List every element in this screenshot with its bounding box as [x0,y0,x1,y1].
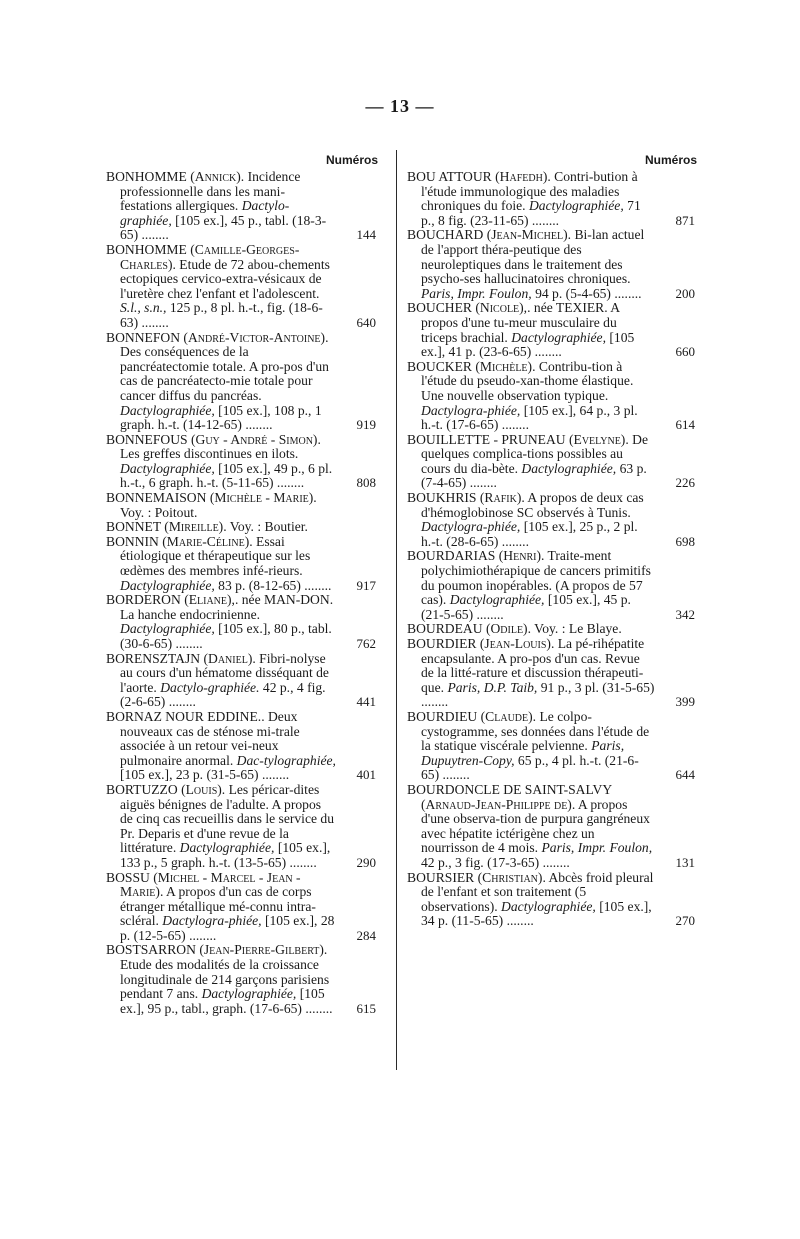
entry-number: 342 [675,606,695,622]
page-number: — 13 — [365,96,435,116]
entry-number: 226 [675,475,695,491]
publisher: Paris, Impr. Foulon, [541,840,653,856]
thesis-title: née TEXIER. A propos d'une tu-meur musculaire du triceps brachial. [421,300,620,345]
collation: [105 ex.], 41 p. (23-6-65) [421,329,635,360]
author-given-names: (Louis) [181,781,222,797]
dot-leader: ........ [539,854,570,870]
entry-number: 644 [675,767,695,783]
author-given-names: (Eliane), [184,592,235,608]
author-given-names: (Arnaud-Jean-Philippe de) [421,796,572,812]
thesis-title: A propos de deux cas d'hémoglobinose SC observés à Tunis. [421,490,644,520]
entry-number: 200 [675,285,695,301]
bibliography-entry: BORTUZZO (Louis). Les péricar-dites aiguës bénignes de l'adulte. A propos de cinq cas recueillis dans le service du Pr. Deparis et d'une revue de la littérature. Dactylographiée, [105 ex.], 133 p., 5 graph. h.-t. (13-5-65) ........ 290 [106,781,376,870]
publisher: Dactylographiée, [449,592,545,608]
thesis-title: De quelques complica-tions possibles au cours du dia-bète. [421,431,648,476]
dot-leader: ........ [300,577,332,593]
author-surname: BORTUZZO [106,781,178,797]
thesis-title: Bi-lan actuel de l'apport théra-peutique des neuroleptiques dans le traitement des psycho-ses hallucinatoires chroniques. [421,227,645,287]
dot-leader: ........ [273,475,305,491]
dot-leader: ........ [498,417,529,433]
collation: 94 p. (5-4-65) [535,285,611,301]
bibliography-entry: BONNEFOUS (Guy - André - Simon). Les greffes discontinues en ilots. Dactylographiée, [105 ex.], 49 p., 6 pl. h.-t., 6 graph. h.-t. (5-11-65) ........ 808 [106,431,376,491]
column-divider [396,150,397,1070]
thesis-title: Deux nouveaux cas de sténose mi-trale associée à un retour vei-neux pulmonaire anormal. [120,708,300,768]
publisher: Dactylogra-phiée, [421,519,521,535]
entry-number: 441 [356,694,376,710]
thesis-title: Des conséquences de la pancréatectomie totale. A pro-pos d'un cas de pancréatecto-mie totale pour cancer diffus du pancréas. [120,344,329,403]
dot-leader: ........ [466,475,497,491]
author-given-names: (Claude) [480,708,533,724]
publisher: Dactylographiée, [120,460,215,476]
author-given-names: (Jean-Michel) [486,227,568,243]
thesis-title: née MAN-DON. La hanche endocrinienne. [120,592,334,622]
publisher: Dactylogra-phiée, [162,913,262,929]
dot-leader: ........ [258,767,290,783]
author-surname: BOURDIEU [407,708,478,724]
entry-number: 131 [675,854,695,870]
entry-number: 808 [356,475,376,491]
entry-number: 284 [356,927,376,943]
bibliography-entry: BOURDIEU (Claude). Le colpo-cystogramme, ses données dans l'étude de la statique viscérale pelvienne. Paris, Dupuytren-Copy, 65 p., 4 pl. h.-t. (21-6-65) ........ 644 [407,708,695,783]
entry-number: 290 [356,854,376,870]
dot-leader: ........ [165,694,196,710]
collation: 42 p., 3 fig. (17-3-65) [421,854,540,870]
bibliography-entry: BOURSIER (Christian). Abcès froid pleural de l'enfant et son traitement (5 observations). Dactylographiée, [105 ex.], 34 p. (11-5-65) ........ 270 [407,869,695,929]
bibliography-entry: BONNIN (Marie-Céline). Essai étiologique et thérapeutique sur les œdèmes des membres infé-rieurs. Dactylographiée, 83 p. (8-12-65) ........ 917 [106,533,376,593]
collation: 91 p., 3 pl. (31-5-65) [540,679,655,695]
author-surname: BOURDONCLE DE SAINT-SALVY [407,781,612,797]
author-given-names: (Marie-Céline) [162,533,250,549]
author-given-names: (Camille-Georges-Charles) [120,241,300,272]
collation: [105 ex.], 23 p. (31-5-65) [120,767,259,783]
bibliography-entry: BONHOMME (Annick). Incidence professionnelle dans les mani-festations allergiques. Dactylo-graphiée, [105 ex.], 45 p., tabl. (18-3-65) ........ 144 [106,169,376,243]
author-surname: BORDERON [106,592,181,608]
author-surname: BOUCHER [407,300,472,316]
author-surname: BOURDARIAS [407,548,496,564]
entry-number: 270 [675,913,695,929]
collation: [105 ex.], 64 p., 3 pl. h.-t. (17-6-65) [421,402,638,433]
publisher: Dactylographiée, [501,898,596,914]
bibliography-entry: BOURDEAU (Odile). Voy. : Le Blaye. [407,621,622,637]
bibliography-entry: BONNEMAISON (Michèle - Marie). Voy. : Poitout. [106,490,317,520]
author-surname: BOUILLETTE - PRUNEAU [407,431,566,447]
thesis-title: Voy. : Poitout. [120,504,198,520]
collation: 125 p., 8 pl. h.-t., fig. (18-6-63) [120,300,323,330]
bibliography-entry: BOUKHRIS (Rafik). A propos de deux cas d'hémoglobinose SC observés à Tunis. Dactylogra-phiée, [105 ex.], 25 p., 2 pl. h.-t. (28-6-65) ........ 698 [407,490,695,549]
collation: [105 ex.], 28 p. (12-5-65) [120,913,335,943]
dot-leader: ........ [473,606,504,622]
dot-leader: ........ [185,927,217,943]
collation: [105 ex.], 49 p., 6 pl. h.-t., 6 graph. h.-t. (5-11-65) [120,460,333,491]
numeros-header-left: Numéros [325,153,378,167]
publisher: Dactylographiée, [120,577,215,593]
bibliography-entry: BOU ATTOUR (Hafedh). Contri-bution à l'étude immunologique des maladies chroniques du foie. Dactylographiée, 71 p., 8 fig. (23-11-65) ........ 871 [407,169,695,228]
dot-leader: ........ [172,636,203,651]
author-surname: BONHOMME [106,241,187,257]
thesis-title: Traite-ment polychimiothérapique de cancers primitifs du poumon inopérables. (A propos de 57 cas). [421,548,651,608]
author-given-names: (André-Victor-Antoine) [183,329,326,345]
collation: [105 ex.], 45 p. (21-5-65) [421,592,631,622]
thesis-title: Les greffes discontinues en ilots. [120,446,299,462]
bibliography-entry: BONHOMME (Camille-Georges-Charles). Etude de 72 abou-chements ectopiques cervico-extra-vésicaux de l'uretère chez l'enfant et l'adolescent. S.l., s.n., 125 p., 8 pl. h.-t., fig. (18-6-63) ........ 640 [106,241,376,330]
dot-leader: ........ [241,417,273,433]
publisher: Dactylographiée, [201,986,297,1002]
thesis-title: Voy. : Boutier. [229,519,308,535]
right-column [407,150,695,929]
dot-leader: ........ [498,533,529,549]
dot-leader: ........ [610,285,642,301]
author-given-names: (Odile) [485,621,528,637]
entry-number: 144 [356,227,376,243]
dot-leader: ........ [528,212,560,228]
entry-number: 871 [675,212,695,228]
author-given-names: (Jean-Louis) [479,636,551,651]
collation: 71 p., 8 fig. (23-11-65) [421,198,641,228]
publisher: Dac-tylographiée, [236,752,336,768]
bibliography-entry: BOSSU (Michel - Marcel - Jean - Marie). A propos d'un cas de corps étranger métallique mé-connu intra-scléral. Dactylogra-phiée, [105 ex.], 28 p. (12-5-65) ........ 284 [106,869,376,943]
publisher: Paris, Dupuytren-Copy, [421,738,625,768]
author-surname: BOURDIER [407,636,477,651]
publisher: Dactylographiée, [528,198,624,214]
collation: 65 p., 4 pl. h.-t. (21-6-65) [421,752,639,783]
thesis-title: Voy. : Le Blaye. [534,621,622,637]
author-surname: BOUCKER [407,358,472,374]
author-surname: BOURSIER [407,869,475,885]
dot-leader: ........ [503,913,534,929]
thesis-title: Contribu-tion à l'étude du pseudo-xan-thome élastique. Une nouvelle observation typique. [421,358,634,403]
author-given-names: (Michèle) [475,358,533,374]
thesis-title: Fibri-nolyse au cours d'un hématome disséquant de l'aorte. [120,650,329,695]
thesis-title: Les péricar-dites aiguës bénignes de l'adulte. A propos de cinq cas recueillis dans le service du Pr. Deparis et d'une revue de la littérature. [120,781,335,856]
author-surname: BONNEFON [106,329,181,345]
bibliography-entry: BOUCHER (Nicole),. née TEXIER. A propos d'une tu-meur musculaire du triceps brachial. Dactylographiée, [105 ex.], 41 p. (23-6-65) ........ 660 [407,300,695,360]
author-given-names: (Mireille) [164,519,224,535]
thesis-title: Incidence professionnelle dans les mani-festations allergiques. [120,169,301,214]
collation: 83 p. (8-12-65) [218,577,301,593]
author-surname: BOU ATTOUR [407,169,492,184]
bibliography-entry: BOSTSARRON (Jean-Pierre-Gilbert). Etude des modalités de la croissance longitudinale de 214 garçons parisiens pendant 7 ans. Dactylographiée, [105 ex.], 95 p., tabl., graph. (17-6-65) ........ 615 [106,942,376,1016]
entry-number: 401 [356,767,376,783]
author-surname: BOUKHRIS [407,490,477,506]
publisher: Dactylogra-phiée, [421,402,521,418]
collation: [105 ex.], 45 p., tabl. (18-3-65) [120,212,327,243]
author-surname: BONNEMAISON [106,490,207,506]
thesis-title: A propos d'un cas de corps étranger métallique mé-connu intra-scléral. [120,884,316,929]
thesis-title: Etude de 72 abou-chements ectopiques cervico-extra-vésicaux de l'uretère chez l'enfant et l'adolescent. [120,256,330,301]
publisher: Dactylographiée, [521,460,617,476]
author-given-names: (Michèle - Marie) [209,490,314,506]
author-surname: BOSSU [106,869,150,885]
thesis-title: La pé-rihépatite encapsulante. A pro-pos d'un cas. Revue de la litté-rature et discussion thérapeuti-que. [421,636,645,695]
collation: [105 ex.], 95 p., tabl., graph. (17-6-65) [120,986,325,1016]
entry-list-left [106,170,376,1016]
collation: 42 p., 4 fig. (2-6-65) [120,679,326,710]
author-surname: BORNAZ NOUR EDDINE. [106,708,262,724]
entry-number: 762 [356,636,376,651]
author-given-names: (Jean-Pierre-Gilbert) [199,942,324,958]
dot-leader: ........ [138,314,169,330]
publisher: Dactylo-graphiée, [120,198,290,228]
publisher: Dactylographiée, [179,840,275,856]
collation: [105 ex.], 133 p., 5 graph. h.-t. (13-5-65) [120,840,331,870]
author-given-names: (Guy - André - Simon) [190,431,318,447]
author-surname: BONNET [106,519,161,535]
publisher: Paris, D.P. Taib, [447,679,538,695]
author-surname: BOSTSARRON [106,942,196,958]
author-surname: BONNEFOUS [106,431,188,447]
author-surname: BONHOMME [106,169,187,184]
author-surname: BOURDEAU [407,621,483,637]
author-surname: BONNIN [106,533,159,549]
bibliography-entry: BORNAZ NOUR EDDINE.. Deux nouveaux cas de sténose mi-trale associée à un retour vei-neux pulmonaire anormal. Dac-tylographiée, [105 ex.], 23 p. (31-5-65) ........ 401 [106,708,376,783]
publisher: Dactylographiée, [120,402,215,418]
entry-number: 640 [356,314,376,330]
author-given-names: (Michel - Marcel - Jean - Marie) [120,869,301,900]
thesis-title: Etude des modalités de la croissance longitudinale de 214 garçons parisiens pendant 7 ans. [120,957,330,1002]
publisher: Paris, Impr. Foulon, [421,285,532,301]
author-given-names: (Hafedh) [495,169,548,184]
bibliography-entry: BORENSZTAJN (Daniel). Fibri-nolyse au cours d'un hématome disséquant de l'aorte. Dactylo-graphiée. 42 p., 4 fig. (2-6-65) ........ 441 [106,650,376,710]
entry-list-right [407,170,695,929]
dot-leader: ........ [531,344,562,360]
collation: [105 ex.], 34 p. (11-5-65) [421,898,652,929]
entry-number: 919 [356,417,376,433]
author-given-names: (Annick) [190,169,241,184]
dot-leader: ........ [421,694,449,710]
thesis-title: A propos d'une observa-tion de purpura gangréneux avec hépatite ictérigène chez un nourrisson de 4 mois. [421,796,650,856]
bibliography-entry: BOUILLETTE - PRUNEAU (Evelyne). De quelques complica-tions possibles au cours du dia-bète. Dactylographiée, 63 p. (7-4-65) ........ 226 [407,431,695,491]
bibliography-entry: BORDERON (Eliane),. née MAN-DON. La hanche endocrinienne. Dactylographiée, [105 ex.], 80 p., tabl. (30-6-65) ........ 762 [106,592,376,651]
publisher: Dactylographiée, [120,621,215,637]
left-column [106,150,376,1016]
entry-number: 917 [356,577,376,593]
bibliography-entry: BOURDIER (Jean-Louis). La pé-rihépatite encapsulante. A pro-pos d'un cas. Revue de la litté-rature et discussion thérapeuti-que. Paris, D.P. Taib, 91 p., 3 pl. (31-5-65) ........ 399 [407,636,695,710]
collation: [105 ex.], 25 p., 2 pl. h.-t. (28-6-65) [421,519,638,549]
thesis-title: Contri-bution à l'étude immunologique des maladies chroniques du foie. [421,169,638,214]
bibliography-entry: BONNEFON (André-Victor-Antoine). Des conséquences de la pancréatectomie totale. A pro-pos d'un cas de pancréatecto-mie totale pour cancer diffus du pancréas. Dactylographiée, [105 ex.], 108 p., 1 graph. h.-t. (14-12-65) ........ 919 [106,329,376,433]
collation: [105 ex.], 108 p., 1 graph. h.-t. (14-12-65) [120,402,322,433]
entry-number: 615 [356,1000,376,1016]
collation: [105 ex.], 80 p., tabl. (30-6-65) [120,621,332,651]
thesis-title: Abcès froid pleural de l'enfant et son traitement (5 observations). [421,869,654,914]
collation: 63 p. (7-4-65) [421,460,647,491]
author-surname: BORENSZTAJN [106,650,201,666]
author-given-names: (Rafik) [479,490,522,506]
publisher: S.l., s.n., [120,300,167,316]
publisher: Dactylographiée, [511,329,606,345]
entry-number: 399 [675,694,695,710]
dot-leader: ........ [301,1000,333,1016]
bibliography-entry: BOURDARIAS (Henri). Traite-ment polychimiothérapique de cancers primitifs du poumon inopérables. (A propos de 57 cas). Dactylographiée, [105 ex.], 45 p. (21-5-65) ........ 342 [407,548,695,622]
author-given-names: (Henri) [498,548,541,564]
dot-leader: ........ [138,227,169,243]
author-given-names: (Nicole), [475,300,528,316]
author-surname: BOUCHARD [407,227,484,243]
entry-number: 660 [675,344,695,360]
entry-number: 614 [675,417,695,433]
bibliography-entry: BOUCKER (Michèle). Contribu-tion à l'étude du pseudo-xan-thome élastique. Une nouvelle observation typique. Dactylogra-phiée, [105 ex.], 64 p., 3 pl. h.-t. (17-6-65) ........ 614 [407,358,695,433]
author-given-names: (Christian) [477,869,543,885]
author-given-names: (Daniel) [203,650,253,666]
dot-leader: ........ [439,767,470,783]
thesis-title: Le colpo-cystogramme, ses données dans l'étude de la statique viscérale pelvienne. [421,708,650,754]
dot-leader: ........ [286,854,317,870]
author-given-names: (Evelyne) [568,431,626,447]
bibliography-entry: BONNET (Mireille). Voy. : Boutier. [106,519,308,535]
bibliography-entry: BOURDONCLE DE SAINT-SALVY (Arnaud-Jean-Philippe de). A propos d'une observa-tion de purpura gangréneux avec hépatite ictérigène chez un nourrisson de 4 mois. Paris, Impr. Foulon, 42 p., 3 fig. (17-3-65) ........ 131 [407,781,695,870]
bibliography-entry: BOUCHARD (Jean-Michel). Bi-lan actuel de l'apport théra-peutique des neuroleptiques dans le traitement des psycho-ses hallucinatoires chroniques. Paris, Impr. Foulon, 94 p. (5-4-65) ........ 200 [407,227,695,301]
entry-number: 698 [675,533,695,549]
numeros-header-right: Numéros [644,153,697,167]
thesis-title: Essai étiologique et thérapeutique sur les œdèmes des membres infé-rieurs. [120,533,311,579]
publisher: Dactylo-graphiée. [160,679,260,695]
